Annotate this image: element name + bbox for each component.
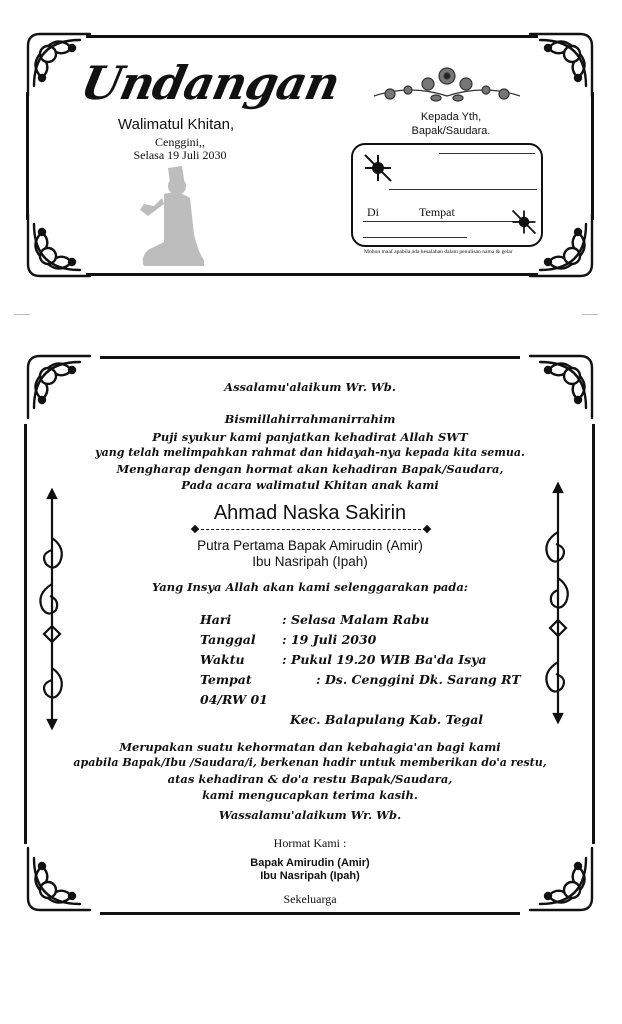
para1-line1: Puji syukur kami panjatkan kehadirat Allah SWT [152,430,468,444]
detail-value: : Ds. Cenggini Dk. Sarang RT [316,672,521,687]
name-underline-dot-icon [423,525,431,533]
cover-title: Undangan [76,56,345,110]
detail-row-tanggal [200,632,376,647]
detail-row-tempat [200,672,521,687]
para1-line2: yang telah melimpahkan rahmat dan hidayah-nya kepada kita semua. [95,446,525,459]
closing-line3: atas kehadiran & do'a restu Bapak/Saudara, [167,772,453,786]
snowflake-ornament-icon [361,151,395,185]
child-name: Ahmad Naska Sakirin [213,502,407,524]
intro-details: Yang Insya Allah akan kami selenggarakan pada: [151,580,469,594]
cover-apology: Mohon maaf apabila ada kesalahan dalam penulisan nama & gelar [364,249,513,255]
detail-label: Tanggal [200,632,256,647]
para1-line4: Pada acara walimatul Khitan anak kami [181,478,439,492]
letter-frame-right [592,424,595,844]
ornament-corner-icon [528,846,600,918]
ornament-corner-icon [528,26,600,98]
detail-label: Hari [200,612,232,627]
child-parent-line1: Putra Pertama Bapak Amirudin (Amir) [197,538,423,553]
family-label: Sekeluarga [283,892,337,906]
closing-line1: Merupakan suatu kehormatan dan kebahagia'an bagi kami [119,740,501,754]
detail-value: : 19 Juli 2030 [282,632,377,647]
ornament-corner-icon [20,846,92,918]
cover-place: Cenggini,, [155,135,205,149]
address-line2: Kec. Balapulang Kab. Tegal [290,712,484,727]
side-flourish-icon [32,488,72,730]
address-line [363,221,523,222]
detail-label: Tempat [200,672,252,687]
letter-frame-top [100,356,520,359]
name-underline [196,529,426,530]
signature-line1: Bapak Amirudin (Amir) [250,857,370,869]
ornament-corner-icon [20,212,92,284]
cover-subtitle: Walimatul Khitan, [118,116,235,133]
ornament-corner-icon [20,348,92,420]
closing-line2: apabila Bapak/Ibu /Saudara/i, berkenan hadir untuk memberikan do'a restu, [73,756,547,769]
letter-frame-bottom [100,912,520,915]
letter-frame-left [24,424,27,844]
address-line [439,153,535,154]
address-continued: 04/RW 01 [200,692,268,707]
flower-ornament-icon [370,62,524,108]
detail-row-waktu [200,652,487,667]
cover-frame-bottom [86,273,538,276]
para1-line3: Mengharap dengan hormat akan kehadiran Bapak/Saudara, [116,462,504,476]
address-line [363,237,467,238]
hormat-kami: Hormat Kami : [273,836,347,850]
detail-value: : Pukul 19.20 WIB Ba'da Isya [282,652,487,667]
address-di-label: Di [367,205,379,219]
detail-label: Waktu [200,652,245,667]
closing-line4: kami mengucapkan terima kasih. [202,788,418,802]
cover-to-line1: Kepada Yth, [420,111,482,123]
cover-frame-left [26,92,29,220]
signature-line2: Ibu Nasripah (Ipah) [260,870,360,882]
snowflake-ornament-icon [509,207,539,237]
salam-close: Wassalamu'alaikum Wr. Wb. [218,808,402,822]
detail-value: : Selasa Malam Rabu [282,612,430,627]
bismillah: Bismillahirrahmanirrahim [224,412,396,426]
address-line [389,189,537,190]
cut-mark [582,314,598,315]
cover-frame-right [591,92,594,220]
child-parent-line2: Ibu Nasripah (Ipah) [252,554,368,569]
ornament-corner-icon [528,348,600,420]
name-underline-dot-icon [191,525,199,533]
praying-figure-icon [134,164,210,268]
cover-to-line2: Bapak/Saudara. [411,125,491,137]
address-tempat-label: Tempat [419,205,455,219]
cover-date: Selasa 19 Juli 2030 [133,148,227,162]
salam-open: Assalamu'alaikum Wr. Wb. [224,380,396,394]
cover-frame-top [86,35,538,38]
side-flourish-icon [538,478,578,728]
cut-mark [14,314,30,315]
address-box [351,143,543,247]
detail-row-hari [200,612,429,627]
